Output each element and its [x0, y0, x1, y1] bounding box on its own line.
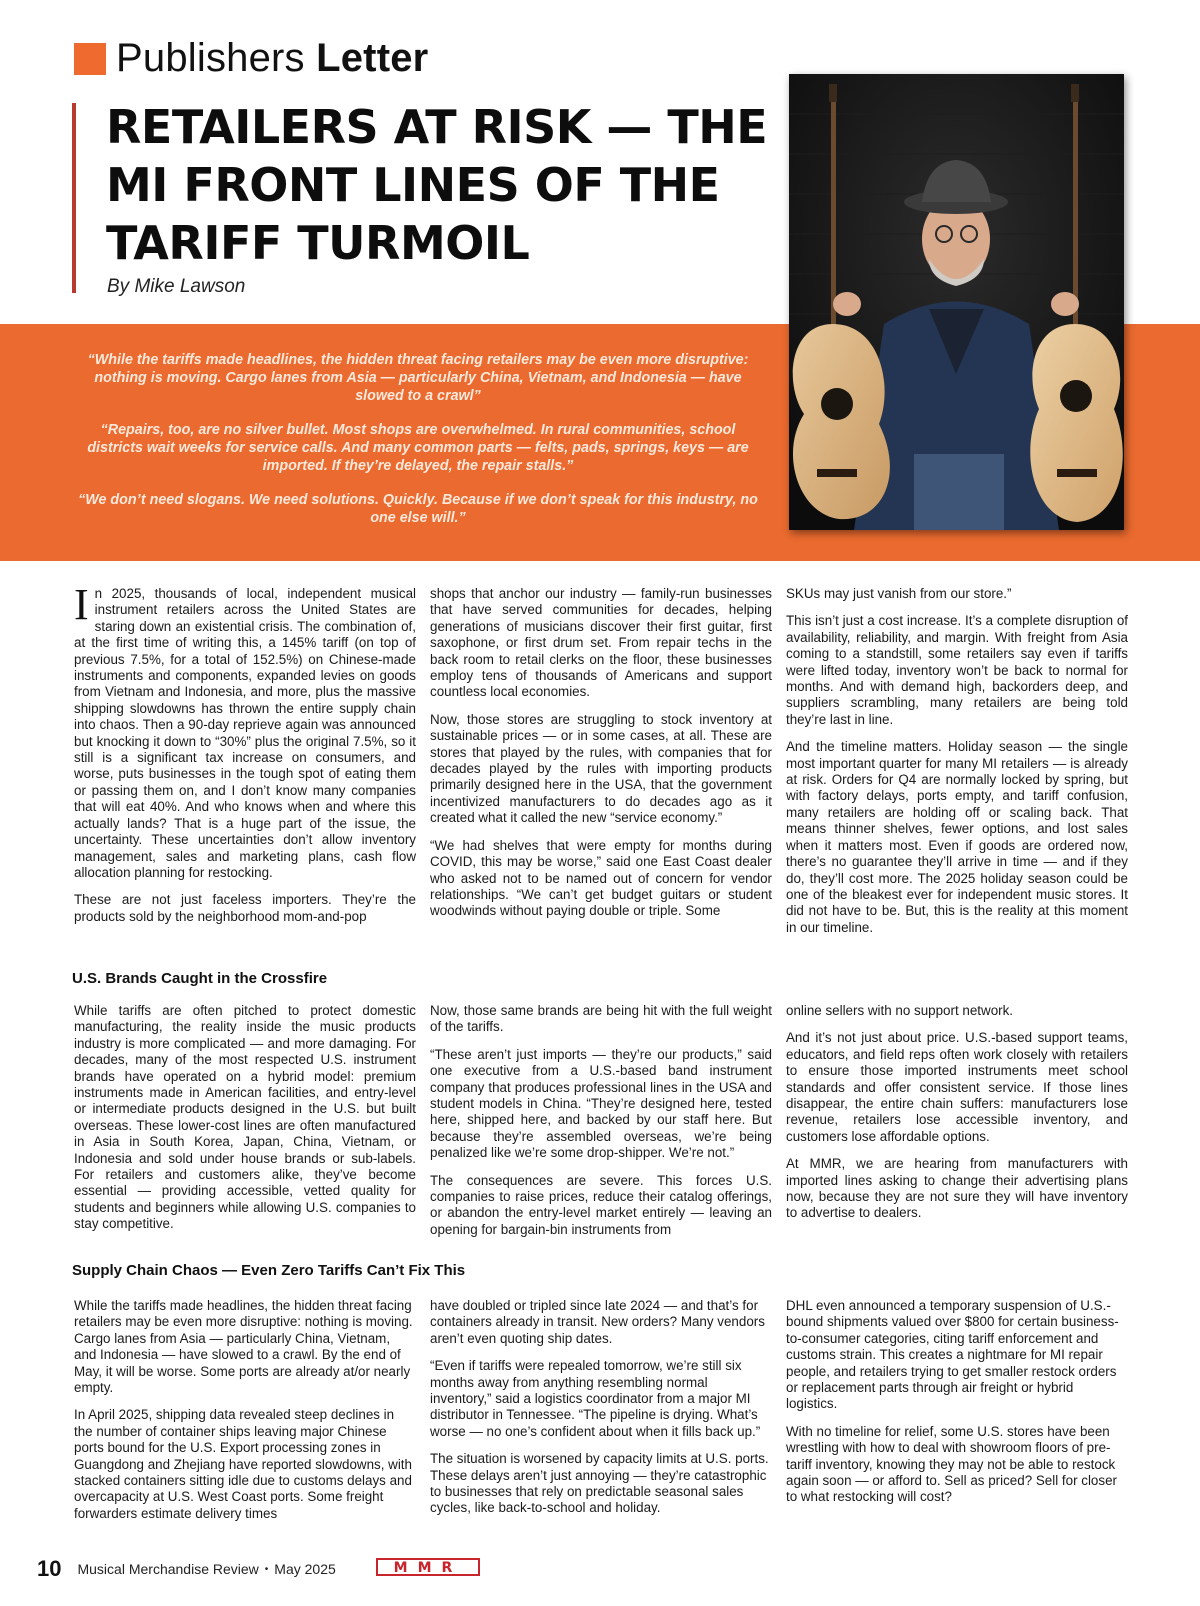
- paragraph: have doubled or tripled since late 2024 — and that’s for containers already in transit. New orders? Many vendors aren’t even quoting ship dates.: [430, 1298, 765, 1346]
- paragraph: With no timeline for relief, some U.S. stores have been wrestling with how to deal with showroom floors of pre-tariff inventory, knowing they may not be able to restock again soon — or afford to. Sell as priced? Sell for closer to what restocking will cost?: [786, 1423, 1117, 1505]
- paragraph: Now, those same brands are being hit with the full weight of the tariffs.: [430, 1003, 772, 1035]
- paragraph: And the timeline matters. Holiday season — the single most important quarter for many MI retailers — is already at risk. Orders for Q4 are normally locked by spring, but with factory delays, ports empty, and tariff confusion, many retailers are holding off or scaling back. That means thinner shelves, fewer options, and lost sales when it matters most. Even if goods are ordered now, there’s no guarantee they’ll arrive in time — and if they do, they’ll cost more. The 2025 holiday season could be one of the bleakest ever for independent music stores. It did not have to be. But, this is the reality at this moment in our timeline.: [786, 739, 1128, 935]
- article-headline: RETAILERS AT RISK — THE MI FRONT LINES OF THE TARIFF TURMOIL: [106, 100, 768, 270]
- paragraph: shops that anchor our industry — family-run businesses that have served communities for decades, helping generations of musicians discover their first guitar, first saxophone, or first drum set. From repair techs in the back room to retail clerks on the floor, these businesses employ tens of thousands of Americans and support countless local economies.: [430, 586, 772, 700]
- paragraph: This isn’t just a cost increase. It’s a complete disruption of availability, reliability, and margin. With freight from Asia coming to a standstill, some retailers say even if tariffs were lifted today, inventory won’t be back to normal for months. And with demand high, backorders deep, and suppliers scrambling, many retailers are being told they’re last in line.: [786, 613, 1128, 727]
- paragraph: At MMR, we are hearing from manufacturers with imported lines asking to change their advertising plans now, because they are not sure they will have inventory to advertise to dealers.: [786, 1156, 1128, 1221]
- pullquote: “Repairs, too, are no silver bullet. Most shops are overwhelmed. In rural communities, school districts wait weeks for service calls. And many common parts — felts, pads, springs, keys — are imported. If they’re delayed, the repair stalls.”: [87, 422, 749, 474]
- headline-rule: [72, 103, 76, 293]
- issue-date: May 2025: [274, 1561, 336, 1577]
- body-column-2: [430, 1298, 772, 1528]
- paragraph: In April 2025, shipping data revealed steep declines in the number of container ships leaving major Chinese ports bound for the U.S. Export processing zones in Guangdong and Zhejiang have reported slowdowns, with stacked containers sitting idle due to customs delays and overcapacity at U.S. West Coast ports. Some freight forwarders estimate delivery times: [74, 1407, 412, 1521]
- paragraph: online sellers with no support network.: [786, 1003, 1014, 1018]
- paragraph: DHL even announced a temporary suspension of U.S.-bound shipments valued over $800 for certain business-to-consumer categories, citing tariff enforcement and customs strain. This creates a nightmare for MI repair people, and retailers trying to get smaller restock orders or replacement parts through air freight or hybrid logistics.: [786, 1298, 1119, 1412]
- body-column-2: [430, 586, 772, 931]
- body-column-1: [74, 1298, 416, 1533]
- body-column-3: [786, 586, 1128, 947]
- paragraph: “We had shelves that were empty for months during COVID, this may be worse,” said one East Coast dealer who asked not to be named out of concern for vendor relationships. “We can’t get budget guitars or student woodwinds without paying double or triple. Some: [430, 837, 772, 919]
- section-square-icon: [74, 43, 106, 75]
- drop-cap: I: [74, 580, 89, 629]
- section-heading: Supply Chain Chaos — Even Zero Tariffs Can’t Fix This: [72, 1262, 466, 1279]
- paragraph: Now, those stores are struggling to stock inventory at sustainable prices — or in some cases, at all. These are stores that played by the rules, with companies that for decades played by the rules with importing products primarily designed here in the USA, that the government incentivized manufacturers to do decades ago as it created what it called the new “service economy.”: [430, 711, 772, 826]
- pullquote: “We don’t need slogans. We need solutions. Quickly. Because if we don’t speak for this industry, no one else will.”: [78, 492, 758, 526]
- body-column-1: In 2025, thousands of local, independent musical instrument retailers across the United States are staring down an existential crisis. The combination of, at the first time of writing this, a 145% tariff (on top of previous 7.5%, for a total of 152.5%) on Chinese-made instruments and components, expanded levies on goods from Vietnam and Indonesia, and more, plus the massive shipping slowdowns has thrown the entire supply chain into chaos. Then a 90-day reprieve again was announced but knocking it down to “30%” plus the original 7.5%, so it still is a significant tax increase on consumers, and worse, puts businesses in the tough spot of eating them or passing them on, and I don’t know many companies that will eat 40%. And who knows when and where this actually lands? That is a huge part of the issue, the uncertainty. These uncertainties don’t allow inventory management, sales and marketing plans, cash flow allocation planning for restocking. These are not just faceless importers. They’re the products sold by the neighborhood mom-and-pop: [74, 580, 416, 924]
- section-header: [74, 36, 428, 81]
- page-footer: [37, 1556, 336, 1582]
- paragraph: “These aren’t just imports — they’re our products,” said one executive from a U.S.-based band instrument company that produces professional lines in the USA and student models in China. “They’re designed here, tested here, shipped here, and backed by our staff here. But because they’re assembled overseas, we’re being penalized like we’re some drop-shipper. We’re not.”: [430, 1046, 772, 1161]
- author-photo: [789, 74, 1124, 530]
- separator-dot: •: [264, 1563, 269, 1575]
- paragraph: These are not just faceless importers. They’re the products sold by the neighborhood mom-and-pop: [74, 892, 416, 924]
- mmr-logo: [376, 1558, 480, 1581]
- pullquote: “While the tariffs made headlines, the hidden threat facing retailers may be even more disruptive: nothing is moving. Cargo lanes from Asia — particularly China, Vietnam, and Indonesia — have slowed to a crawl”: [87, 352, 749, 404]
- pullquotes: [72, 351, 764, 543]
- paragraph: SKUs may just vanish from our store.”: [786, 586, 1012, 601]
- paragraph: The consequences are severe. This forces U.S. companies to raise prices, reduce their catalog offerings, or abandon the entry-level market entirely — leaving an opening for bargain-bin instruments from: [430, 1172, 772, 1237]
- paragraph: While tariffs are often pitched to protect domestic manufacturing, the reality inside the music products industry is more complicated — and more damaging. For decades, many of the most respected U.S. instrument brands have operated on a hybrid model: premium instruments made in American facilities, and entry-level or intermediate products designed in the U.S. but built overseas. These lower-cost lines are often manufactured in Asia in South Korea, Japan, China, Vietnam, or Indonesia and sold under house brands or sub-labels. For retailers and customers alike, they’ve become essential — providing accessible, vetted quality for students and beginners while allowing U.S. companies to stay competitive.: [74, 1003, 416, 1232]
- body-column-3: [786, 1298, 1128, 1517]
- body-column-3: [786, 1003, 1128, 1233]
- section-title: Publishers Letter: [116, 36, 429, 80]
- section-heading: U.S. Brands Caught in the Crossfire: [72, 970, 328, 987]
- paragraph: And it’s not just about price. U.S.-based support teams, educators, and field reps often work closely with retailers to ensure those imported instruments meet school standards and offer consistent service. If those lines disappear, the entire chain suffers: manufacturers lose revenue, retailers lose accessible inventory, and customers lose affordable options.: [786, 1030, 1128, 1144]
- paragraph: The situation is worsened by capacity limits at U.S. ports. These delays aren’t just annoying — they’re catastrophic to businesses that rely on predictable seasonal sales cycles, like back-to-school and holiday.: [430, 1451, 769, 1516]
- body-column-2: [430, 1003, 772, 1249]
- publication-name: Musical Merchandise Review: [77, 1561, 259, 1577]
- body-column-1: [74, 1003, 416, 1244]
- logo-text: MMR: [393, 1560, 463, 1576]
- page-number: 10: [37, 1556, 62, 1581]
- paragraph: “Even if tariffs were repealed tomorrow, we’re still six months away from anything resembling normal inventory,” said a logistics coordinator from a major MI distributor in Tennessee. “The pipeline is drying. What’s worse — no one’s confident about when it fills back up.”: [430, 1358, 761, 1439]
- paragraph: While the tariffs made headlines, the hidden threat facing retailers may be even more disruptive: nothing is moving. Cargo lanes from Asia — particularly China, Vietnam, and Indonesia — have slowed to a crawl. By the end of May, it will be worse. Some ports are already at/or nearly empty.: [74, 1298, 413, 1396]
- article-byline: By Mike Lawson: [107, 276, 246, 297]
